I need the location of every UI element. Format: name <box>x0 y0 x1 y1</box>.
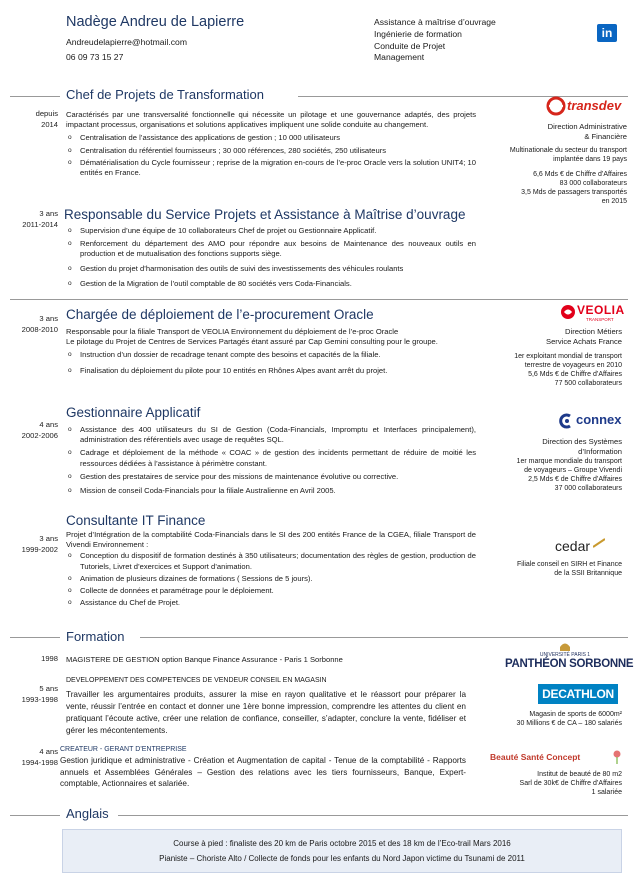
role-summary-2: Le pilotage du Projet de Centres de Services Partagés étant assuré par Cap Gemini consulting pour le groupe. <box>66 337 438 347</box>
anglais-heading: Anglais <box>66 806 109 821</box>
candidate-name: Nadège Andreu de Lapierre <box>66 14 245 30</box>
company-info-1: Direction Administrative & Financière Multinationale du secteur du transport implantée dans 19 pays 6,6 Mds € de Chiffre d’Affaires 83 000 collaborateurs 3,5 Mds de passagers transportés en 2015 <box>509 122 627 206</box>
hobbies-box <box>62 829 622 873</box>
date-5: 3 ans 1999-2002 <box>21 534 58 554</box>
formation-text-3: Gestion juridique et administrative - Création et Augmentation de capital - Tenue de la comptabilité - Rapports annuels et Assemblées Générales – Gestion des relations avec les tiers fournisseurs, Banque, Expert-comptable, Actionnaires et salariée. <box>60 756 466 789</box>
role-title-3: Chargée de déploiement de l’e-procurement Oracle <box>66 307 374 322</box>
bullet: o Collecte de données et paramétrage pour le déploiement. <box>66 586 476 596</box>
veolia-mark-icon <box>560 304 576 320</box>
section-rule <box>10 96 60 97</box>
skill-item: Ingénierie de formation <box>374 28 462 39</box>
date-2: 3 ans 2011-2014 <box>22 209 58 229</box>
role-title-5: Consultante IT Finance <box>66 513 206 528</box>
formation-date-1: 1998 <box>41 654 58 663</box>
cedar-wordmark: cedar <box>555 538 591 554</box>
transdev-wordmark: transdev <box>567 98 622 113</box>
section-rule <box>118 815 628 816</box>
bullet: o Supervision d’une équipe de 10 collaborateurs Chef de projet ou Gestionnaire Applicatif. <box>66 226 476 236</box>
bullet: o Finalisation du déploiement du pilote pour 10 entités en Rhônes Alpes avant arrêt du projet. <box>66 366 476 376</box>
hobby-line-1: Course à pied : finaliste des 20 km de Paris octobre 2015 et des 18 km de l’Eco-trail Mars 2016 <box>173 839 511 848</box>
bullet: o Renforcement du département des AMO pour répondre aux besoins de Maintenance des nouveaux outils en production et de mutualisation des fonctions supports siège. <box>66 239 476 259</box>
bullet: o Cadrage et déploiement de la méthode « COAC » de gestion des incidents permettant de réduire de moitié les ressources dédiées à l’assistance à périmètre constant. <box>66 448 476 468</box>
transdev-mark-icon <box>545 96 567 116</box>
role-3-body <box>66 327 476 376</box>
pantheon-main: PANTHÉON SORBONNE <box>505 658 634 670</box>
role-title-1: Chef de Projets de Transformation <box>66 87 264 102</box>
bullet: o Mission de conseil Coda-Financials pour la filiale Australienne en Avril 2005. <box>66 486 476 496</box>
bullet: o Assistance du Chef de Projet. <box>66 598 476 608</box>
skill-item: Assistance à maîtrise d’ouvrage <box>374 17 496 27</box>
role-title-4: Gestionnaire Applicatif <box>66 405 201 420</box>
decathlon-logo <box>538 684 618 704</box>
veolia-wordmark: VEOLIA <box>577 303 625 317</box>
formation-text-2: Travailler les argumentaires produits, assurer la mise en rayon qualitative et le réassort pour préparer la vente, réussir l’entrée en contact et donner une 1ère bonne impression, comprendre les attentes du client en pratiquant l’écoute active, créer une relation de confiance, conseiller, s’adapter, conclure la vente, fidéliser et gérer les mécontentements. <box>66 690 466 735</box>
formation-title-1: MAGISTERE DE GESTION option Banque Finance Assurance - Paris 1 Sorbonne <box>66 655 343 664</box>
beaute-logo <box>490 750 622 766</box>
header <box>0 0 638 80</box>
skills-list <box>374 17 496 64</box>
formation-info-2: Magasin de sports de 6000m² 30 Millions € de CA – 180 salariés <box>516 711 622 727</box>
candidate-email[interactable]: Andreudelapierre@hotmail.com <box>66 37 187 47</box>
beaute-wordmark: Beauté Santé Concept <box>490 752 581 762</box>
cedar-logo <box>555 538 615 556</box>
bullet: o Centralisation de l’assistance des applications de gestion ; 10 000 utilisateurs <box>66 133 476 143</box>
section-rule <box>140 637 628 638</box>
role-title-2: Responsable du Service Projets et Assistance à Maîtrise d’ouvrage <box>64 207 466 222</box>
bullet: o Centralisation du référentiel fournisseurs ; 30 000 références, 280 sociétés, 250 utilisateurs <box>66 146 476 156</box>
pantheon-dome-icon <box>558 640 572 652</box>
transdev-logo <box>545 96 627 118</box>
beaute-flower-icon <box>612 750 622 764</box>
skill-item: Conduite de Projet <box>374 40 446 51</box>
cedar-mark-icon <box>593 538 605 548</box>
role-summary: Caractérisés par une transversalité fonctionnelle qui nécessite un pilotage et une gouvernance adaptés, des projets impactant processus, organisations et solutions applicatives impliquent une solide conduite au changement. <box>66 110 476 130</box>
veolia-sub: TRANSPORT <box>586 317 614 322</box>
role-1-body <box>66 110 476 178</box>
company-info-4: Direction des Systèmes d’Information 1er marque mondiale du transport de voyageurs – Groupe Vivendi 2,5 Mds € de Chiffre d’Affaires 37 000 collaborateurs <box>516 437 622 493</box>
connex-wordmark: connex <box>576 412 622 427</box>
decathlon-wordmark: DECATHLON <box>542 687 614 701</box>
role-4-body <box>66 425 476 496</box>
date-4: 4 ans 2002-2006 <box>21 420 58 440</box>
company-info-3: Direction Métiers Service Achats France 1er exploitant mondial de transport terrestre de voyageurs en 2010 5,6 Mds € de Chiffre d’Affaires 77 500 collaborateurs <box>514 327 622 388</box>
bullet: o Conception du dispositif de formation destinés à 350 utilisateurs; documentation des règles de gestion, production de Tutoriels, Livret d’exercices et Support d’animation. <box>66 551 476 571</box>
company-info-5: Filiale conseil en SIRH et Finance de la SSII Britannique <box>516 561 622 577</box>
veolia-logo <box>560 302 630 324</box>
connex-mark-icon <box>558 413 574 429</box>
formation-date-3: 4 ans 1994-1998 <box>21 747 58 767</box>
formation-title-2: DEVELOPPEMENT DES COMPETENCES DE VENDEUR CONSEIL EN MAGASIN <box>66 677 327 684</box>
formation-title-3: CREATEUR - GERANT D’ENTREPRISE <box>60 746 187 753</box>
formation-date-2: 5 ans 1993-1998 <box>21 684 58 704</box>
bullet: o Animation de plusieurs dizaines de formations ( Sessions de 5 jours). <box>66 574 476 584</box>
role-summary: Projet d’Intégration de la comptabilité Coda-Financials dans le SI des 200 entités France de la CGEA, filiale Transport de Vivendi Environnement : <box>66 530 476 550</box>
formation-body-2 <box>66 676 466 736</box>
bullet: o Instruction d’un dossier de recadrage tenant compte des besoins et capacités de la filiale. <box>66 350 476 360</box>
date-3: 3 ans 2008-2010 <box>21 314 58 334</box>
section-rule <box>10 815 60 816</box>
role-summary: Responsable pour la filiale Transport de VEOLIA Environnement du déploiement de l’e-proc Oracle <box>66 327 399 336</box>
skill-item: Management <box>374 52 425 63</box>
section-rule <box>10 299 628 300</box>
role-2-body <box>66 226 476 289</box>
linkedin-icon[interactable] <box>597 24 617 42</box>
formation-body-3 <box>60 745 466 790</box>
bullet: o Gestion des prestataires de service pour des missions de maintenance évolutive ou corrective. <box>66 472 476 482</box>
bullet: o Assistance des 400 utilisateurs du SI de Gestion (Coda-Financials, Impromptu et Interfaces principalement), administration des référentiels avec usage de requêtes SQL. <box>66 425 476 445</box>
candidate-phone: 06 09 73 15 27 <box>66 52 124 62</box>
formation-info-3: Institut de beauté de 80 m2 Sarl de 30k€ de Chiffre d’Affaires 1 salariée <box>519 771 622 796</box>
pantheon-logo <box>505 640 634 680</box>
bullet: o Dématérialisation du Cycle fournisseur ; reprise de la migration en-cours de l’e-proc Oracle vers la solution UNIT4; 10 entités en France. <box>66 158 476 178</box>
role-5-body <box>66 530 476 608</box>
bullet: o Gestion de la Migration de l’outil comptable de 80 sociétés vers Coda-Financials. <box>66 279 476 289</box>
date-1: depuis 2014 <box>35 109 58 129</box>
pantheon-top: UNIVERSITÉ PARIS 1 <box>539 652 591 658</box>
hobby-line-2: Pianiste – Choriste Alto / Collecte de fonds pour les enfants du Nord Japon victime du Tsunami de 2011 <box>159 854 525 863</box>
section-rule <box>10 637 60 638</box>
connex-logo <box>558 412 630 432</box>
bullet: o Gestion du projet d’harmonisation des outils de suivi des investissements des véhicules roulants <box>66 264 476 274</box>
formation-heading: Formation <box>66 629 125 644</box>
linkedin-label: in <box>601 26 613 40</box>
